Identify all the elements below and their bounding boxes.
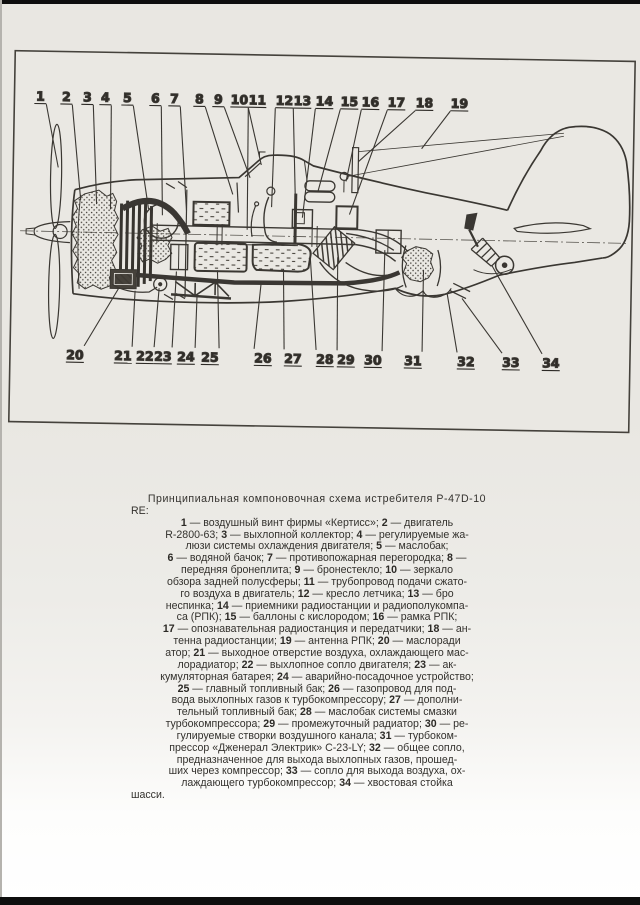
legend-line: 1 — воздушный винт фирмы «Кертисс»; 2 — двигатель [180, 516, 454, 529]
legend-line: люзи системы охлаждения двигателя; 5 — маслобак; [185, 540, 449, 553]
callout-number-22: 22 [136, 348, 154, 364]
callout-number-11: 11 [248, 92, 267, 108]
callout-number-20: 20 [66, 347, 84, 363]
legend-title-line: Принципиальная компоновочная схема истребителя P-47D-10 [147, 493, 487, 505]
callout-number-30: 30 [364, 352, 382, 368]
tail-wheel-hub [502, 263, 506, 267]
legend-line: турбокомпрессора; 29 — промежуточный радиатор; 30 — ре- [165, 718, 469, 731]
callout-number-9: 9 [213, 91, 223, 107]
callout-number-18: 18 [415, 95, 434, 111]
callout-number-10: 10 [230, 91, 249, 108]
callout-number-29: 29 [337, 351, 355, 368]
callout-number-31: 31 [404, 352, 422, 369]
callout-number-8: 8 [194, 91, 204, 107]
legend-line: тенна радиостанции; 19 — антенна РПК; 20 — маслоради [173, 635, 461, 648]
callout-number-17: 17 [387, 94, 406, 110]
legend-line: неспинка; 14 — приемники радиостанции и радиополукомпа- [165, 599, 469, 612]
legend-line: RE: [131, 504, 149, 517]
legend-line: атор; 21 — выходное отверстие воздуха, охлаждающего мас- [165, 646, 469, 659]
legend-line: обзора задней полусферы; 11 — трубопровод подачи сжато- [166, 575, 468, 588]
callout-number-28: 28 [316, 351, 334, 367]
legend-line: го воздуха в двигатель; 12 — кресло летчика; 13 — бро [180, 587, 454, 600]
nozzle-center [159, 283, 162, 286]
callout-number-26: 26 [254, 350, 272, 366]
legend-line: R-2800-63; 3 — выхлопной коллектор; 4 — регулируемые жа- [165, 528, 469, 541]
legend-line: кумуляторная батарея; 24 — аварийно-посадочное устройство; [160, 670, 474, 683]
callout-number-34: 34 [542, 355, 560, 371]
scan-edge-bottom [0, 897, 640, 905]
callout-number-25: 25 [201, 349, 219, 365]
legend-line: са (РПК); 15 — баллоны с кислородом; 16 — рамка РПК; [176, 611, 458, 624]
legend-line: предназначенное для выхода выхлопных газов, прошед- [176, 753, 458, 766]
oil-tank [193, 202, 229, 226]
legend-line: ших через компрессор; 33 — сопло для выхода воздуха, ох- [168, 765, 466, 778]
legend-line: 6 — водяной бачок; 7 — противопожарная перегородка; 8 — [167, 552, 467, 565]
callout-number-6: 6 [150, 90, 160, 106]
callout-number-2: 2 [61, 88, 71, 105]
callout-number-15: 15 [340, 93, 359, 110]
legend-line: передняя бронеплита; 9 — бронестекло; 10 — зеркало [180, 564, 454, 577]
main-fuel-tank [194, 243, 246, 272]
callout-number-21: 21 [114, 347, 132, 364]
callout-number-5: 5 [122, 90, 132, 106]
aux-fuel-tank [252, 243, 310, 272]
callout-number-24: 24 [177, 349, 195, 365]
callout-number-27: 27 [284, 350, 302, 367]
legend-line: гулируемые створки воздушного канала; 31 — турбоком- [176, 729, 458, 742]
callout-number-23: 23 [154, 348, 172, 364]
legend-line: лорадиатор; 22 — выхлопное сопло двигателя; 23 — ак- [177, 658, 457, 671]
callout-number-7: 7 [169, 90, 179, 107]
callout-number-16: 16 [361, 94, 380, 110]
legend-caption [131, 494, 503, 802]
callout-number-19: 19 [450, 95, 469, 112]
callout-number-14: 14 [315, 93, 334, 109]
legend-line: шасси. [131, 789, 165, 802]
callout-number-33: 33 [502, 354, 520, 371]
legend-line: 17 — опознавательная радиостанция и передатчики; 18 — ан- [162, 623, 472, 636]
callout-number-3: 3 [82, 89, 92, 105]
legend-line: вода выхлопных газов к турбокомпрессору; 27 — дополни- [171, 694, 463, 707]
oil-radiator-core [114, 273, 132, 284]
callout-number-12: 12 [275, 92, 294, 109]
engine-accessory-section [137, 226, 173, 264]
legend-line: лаждающего турбокомпрессор; 34 — хвостовая стойка [181, 777, 453, 790]
callout-number-1: 1 [35, 88, 45, 104]
callout-number-13: 13 [293, 93, 312, 109]
callout-number-32: 32 [457, 353, 475, 370]
legend-line: прессор «Дженерал Электрик» C-23-LY; 32 — общее сопло, [169, 741, 465, 754]
legend-line: 25 — главный топливный бак; 26 — газопровод для под- [177, 682, 457, 695]
callout-number-4: 4 [100, 89, 110, 105]
legend-line: тельный топливный бак; 28 — маслобак системы смазки [177, 706, 457, 719]
